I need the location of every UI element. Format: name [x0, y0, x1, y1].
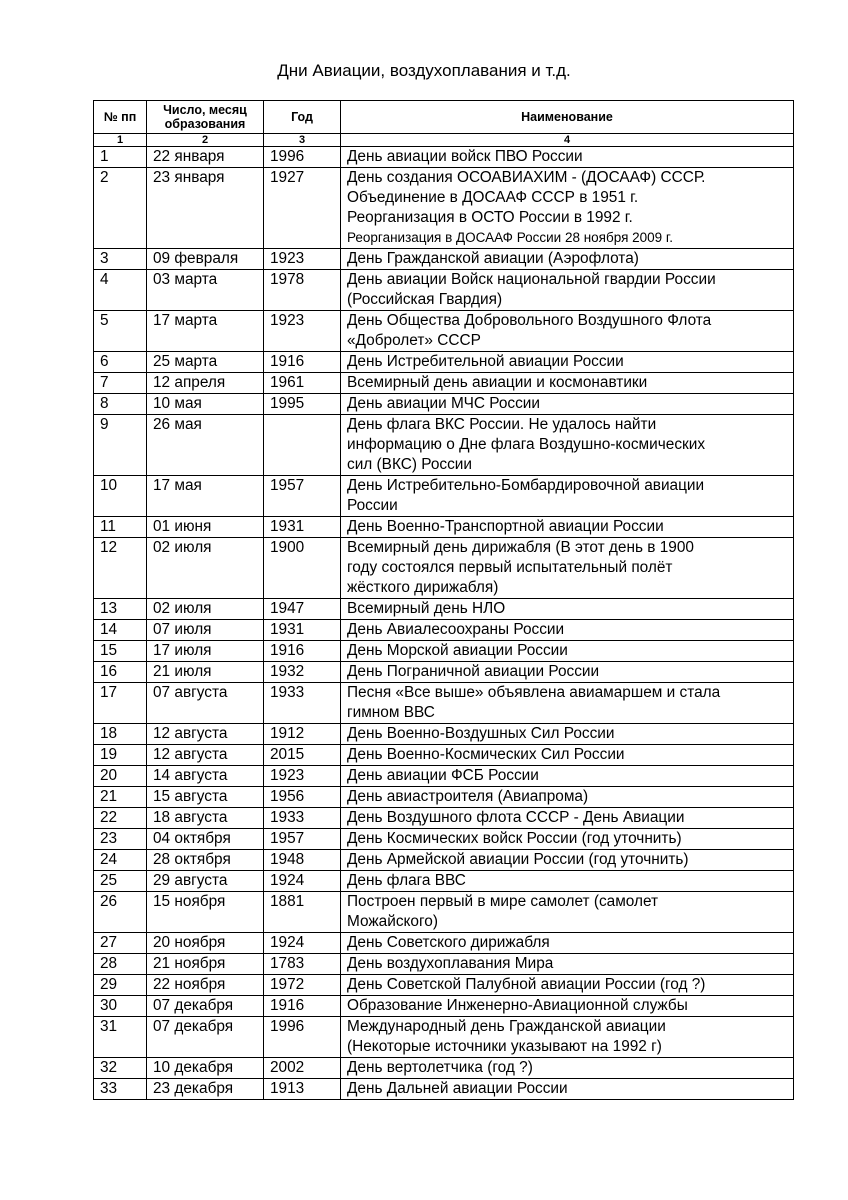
row-year: 1996 [264, 147, 341, 168]
row-name-line: Построен первый в мире самолет (самолет [347, 893, 659, 910]
row-number: 29 [94, 975, 147, 996]
row-name [341, 662, 794, 683]
row-name-line: (Российская Гвардия) [347, 291, 503, 308]
row-year: 1916 [264, 352, 341, 373]
row-number: 33 [94, 1079, 147, 1100]
row-name-line: День Военно-Воздушных Сил России [347, 725, 615, 742]
row-date: 07 декабря [147, 996, 264, 1017]
row-number: 2 [94, 168, 147, 249]
row-number: 20 [94, 766, 147, 787]
row-name-line: День флага ВВС [347, 872, 466, 889]
row-name [341, 871, 794, 892]
row-year: 1978 [264, 270, 341, 311]
row-date: 04 октября [147, 829, 264, 850]
row-name [341, 476, 794, 517]
row-number: 21 [94, 787, 147, 808]
row-date: 09 февраля [147, 249, 264, 270]
table-row [94, 745, 794, 766]
table-row [94, 996, 794, 1017]
row-name [341, 1058, 794, 1079]
row-number: 5 [94, 311, 147, 352]
row-name [341, 829, 794, 850]
column-number: 1 [94, 134, 147, 147]
row-date: 21 июля [147, 662, 264, 683]
row-year: 1783 [264, 954, 341, 975]
table-row [94, 538, 794, 599]
table-row [94, 373, 794, 394]
row-date: 01 июня [147, 517, 264, 538]
row-name-line: Всемирный день авиации и космонавтики [347, 374, 648, 391]
row-date: 22 января [147, 147, 264, 168]
row-number: 16 [94, 662, 147, 683]
row-name [341, 394, 794, 415]
table-row [94, 808, 794, 829]
table-row [94, 787, 794, 808]
row-number: 18 [94, 724, 147, 745]
row-name-line: День авиации войск ПВО России [347, 148, 583, 165]
row-name [341, 1017, 794, 1058]
row-name-line: День воздухоплавания Мира [347, 955, 554, 972]
row-name-line: День Армейской авиации России (год уточнить) [347, 851, 689, 868]
row-year: 2002 [264, 1058, 341, 1079]
table-row [94, 476, 794, 517]
row-date: 07 августа [147, 683, 264, 724]
row-year: 1931 [264, 517, 341, 538]
row-name-line: День Пограничной авиации России [347, 663, 600, 680]
row-year: 1923 [264, 249, 341, 270]
row-date: 22 ноября [147, 975, 264, 996]
page-title: Дни Авиации, воздухоплавания и т.д. [277, 61, 571, 80]
row-name [341, 933, 794, 954]
row-name [341, 620, 794, 641]
row-name [341, 517, 794, 538]
row-name [341, 270, 794, 311]
row-year: 1924 [264, 871, 341, 892]
row-name-line: День вертолетчика (год ?) [347, 1059, 533, 1076]
table-row [94, 415, 794, 476]
row-date: 17 марта [147, 311, 264, 352]
row-year: 2015 [264, 745, 341, 766]
row-name [341, 415, 794, 476]
table-row [94, 975, 794, 996]
row-number: 17 [94, 683, 147, 724]
row-date: 23 января [147, 168, 264, 249]
table-row [94, 683, 794, 724]
table-row [94, 850, 794, 871]
header-num: № пп [94, 101, 147, 134]
row-number: 15 [94, 641, 147, 662]
row-name-line: День Морской авиации России [347, 642, 568, 659]
row-number: 8 [94, 394, 147, 415]
aviation-days-table [93, 100, 794, 1100]
table-body [94, 147, 794, 1100]
row-name [341, 996, 794, 1017]
row-name-line: День Гражданской авиации (Аэрофлота) [347, 250, 639, 267]
row-name-line: День авиации ФСБ России [347, 767, 539, 784]
column-number: 4 [341, 134, 794, 147]
table-row [94, 147, 794, 168]
row-year: 1913 [264, 1079, 341, 1100]
row-name-line: День Космических войск России (год уточнить) [347, 830, 682, 847]
row-year: 1916 [264, 996, 341, 1017]
table-row [94, 892, 794, 933]
row-name [341, 599, 794, 620]
row-name-line: Реорганизация в ОСТО России в 1992 г. [347, 209, 633, 226]
row-name-line: День флага ВКС России. Не удалось найти [347, 416, 657, 433]
row-number: 26 [94, 892, 147, 933]
row-number: 9 [94, 415, 147, 476]
row-year: 1995 [264, 394, 341, 415]
table-row [94, 270, 794, 311]
row-number: 3 [94, 249, 147, 270]
table-row [94, 766, 794, 787]
row-number: 1 [94, 147, 147, 168]
row-year: 1927 [264, 168, 341, 249]
table-row [94, 249, 794, 270]
row-number: 23 [94, 829, 147, 850]
row-name [341, 954, 794, 975]
row-date: 10 мая [147, 394, 264, 415]
row-year: 1972 [264, 975, 341, 996]
row-year: 1932 [264, 662, 341, 683]
table-row [94, 641, 794, 662]
row-name [341, 538, 794, 599]
row-year: 1912 [264, 724, 341, 745]
row-date: 03 марта [147, 270, 264, 311]
row-name-line: Можайского) [347, 913, 438, 930]
table-row [94, 1058, 794, 1079]
row-name [341, 147, 794, 168]
row-name-line: День авиастроителя (Авиапрома) [347, 788, 589, 805]
row-date: 17 июля [147, 641, 264, 662]
row-year: 1956 [264, 787, 341, 808]
header-row [94, 101, 794, 134]
row-number: 14 [94, 620, 147, 641]
row-date: 26 мая [147, 415, 264, 476]
row-name-line: Песня «Все выше» объявлена авиамаршем и стала [347, 684, 721, 701]
table-row [94, 954, 794, 975]
row-date: 23 декабря [147, 1079, 264, 1100]
row-name [341, 766, 794, 787]
row-date: 29 августа [147, 871, 264, 892]
row-name-line: День Военно-Транспортной авиации России [347, 518, 664, 535]
row-number: 7 [94, 373, 147, 394]
row-date: 25 марта [147, 352, 264, 373]
row-number: 19 [94, 745, 147, 766]
row-name-line: Всемирный день дирижабля (В этот день в 1900 [347, 539, 694, 556]
table-row [94, 599, 794, 620]
table-row [94, 517, 794, 538]
row-name [341, 641, 794, 662]
row-name [341, 892, 794, 933]
row-name [341, 975, 794, 996]
row-date: 14 августа [147, 766, 264, 787]
row-name-line: День Советской Палубной авиации России (год ?) [347, 976, 706, 993]
header-name: Наименование [341, 101, 794, 134]
row-year: 1916 [264, 641, 341, 662]
row-year: 1947 [264, 599, 341, 620]
row-number: 32 [94, 1058, 147, 1079]
row-number: 4 [94, 270, 147, 311]
row-name [341, 168, 794, 249]
row-year: 1957 [264, 829, 341, 850]
row-name [341, 683, 794, 724]
row-name-line: гимном ВВС [347, 704, 435, 721]
row-date: 12 августа [147, 745, 264, 766]
row-number: 10 [94, 476, 147, 517]
row-date: 07 июля [147, 620, 264, 641]
row-year: 1881 [264, 892, 341, 933]
column-number-row [94, 134, 794, 147]
row-number: 22 [94, 808, 147, 829]
row-name-line: «Добролет» СССР [347, 332, 481, 349]
row-name-line: День Дальней авиации России [347, 1080, 568, 1097]
row-name-line: жёсткого дирижабля) [347, 579, 499, 596]
row-name-line: День создания ОСОАВИАХИМ - (ДОСААФ) СССР. [347, 169, 706, 186]
row-date: 21 ноября [147, 954, 264, 975]
row-name-line: (Некоторые источники указывают на 1992 г) [347, 1038, 662, 1055]
row-name-line: День Воздушного флота СССР - День Авиации [347, 809, 685, 826]
row-year: 1900 [264, 538, 341, 599]
row-name-line: Всемирный день НЛО [347, 600, 506, 617]
row-year: 1933 [264, 808, 341, 829]
row-name [341, 787, 794, 808]
table-row [94, 1079, 794, 1100]
row-year [264, 415, 341, 476]
row-date: 02 июля [147, 599, 264, 620]
row-name-line: День Истребительно-Бомбардировочной авиации [347, 477, 705, 494]
row-name-line: Образование Инженерно-Авиационной службы [347, 997, 688, 1014]
row-date: 12 августа [147, 724, 264, 745]
table-row [94, 352, 794, 373]
row-name [341, 1079, 794, 1100]
row-number: 6 [94, 352, 147, 373]
row-year: 1931 [264, 620, 341, 641]
row-name-line: информацию о Дне флага Воздушно-космических [347, 436, 706, 453]
row-name-line: Объединение в ДОСААФ СССР в 1951 г. [347, 189, 639, 206]
row-date: 17 мая [147, 476, 264, 517]
row-date: 20 ноября [147, 933, 264, 954]
table-row [94, 620, 794, 641]
table-row [94, 168, 794, 249]
row-date: 10 декабря [147, 1058, 264, 1079]
row-name [341, 249, 794, 270]
row-number: 28 [94, 954, 147, 975]
row-name [341, 352, 794, 373]
row-date: 07 декабря [147, 1017, 264, 1058]
row-year: 1923 [264, 766, 341, 787]
row-name [341, 724, 794, 745]
table-row [94, 1017, 794, 1058]
row-number: 30 [94, 996, 147, 1017]
row-number: 24 [94, 850, 147, 871]
row-year: 1957 [264, 476, 341, 517]
table-row [94, 724, 794, 745]
table-row [94, 662, 794, 683]
row-date: 18 августа [147, 808, 264, 829]
row-name-line: сил (ВКС) России [347, 456, 472, 473]
row-number: 27 [94, 933, 147, 954]
row-name-line: День авиации МЧС России [347, 395, 540, 412]
row-year: 1933 [264, 683, 341, 724]
row-name [341, 373, 794, 394]
row-name-line: году состоялся первый испытательный полёт [347, 559, 673, 576]
row-name [341, 745, 794, 766]
row-year: 1948 [264, 850, 341, 871]
row-date: 28 октября [147, 850, 264, 871]
table-row [94, 394, 794, 415]
row-year: 1923 [264, 311, 341, 352]
row-number: 25 [94, 871, 147, 892]
row-number: 12 [94, 538, 147, 599]
row-number: 31 [94, 1017, 147, 1058]
column-number: 2 [147, 134, 264, 147]
header-date: Число, месяц образования [147, 101, 264, 134]
table-row [94, 311, 794, 352]
row-number: 11 [94, 517, 147, 538]
row-name-line: День Военно-Космических Сил России [347, 746, 625, 763]
row-name [341, 311, 794, 352]
row-name-line: Международный день Гражданской авиации [347, 1018, 666, 1035]
row-date: 02 июля [147, 538, 264, 599]
table-row [94, 933, 794, 954]
row-name-line: День Общества Добровольного Воздушного Флота [347, 312, 712, 329]
row-name [341, 850, 794, 871]
row-name-line: День Авиалесоохраны России [347, 621, 565, 638]
row-name-line: День Истребительной авиации России [347, 353, 624, 370]
row-date: 12 апреля [147, 373, 264, 394]
row-year: 1961 [264, 373, 341, 394]
row-date: 15 августа [147, 787, 264, 808]
table-row [94, 829, 794, 850]
row-name-line: Реорганизация в ДОСААФ России 28 ноября 2009 г. [347, 230, 673, 245]
row-year: 1996 [264, 1017, 341, 1058]
table-row [94, 871, 794, 892]
row-year: 1924 [264, 933, 341, 954]
row-name-line: России [347, 497, 398, 514]
column-number: 3 [264, 134, 341, 147]
row-date: 15 ноября [147, 892, 264, 933]
row-number: 13 [94, 599, 147, 620]
row-name-line: День авиации Войск национальной гвардии России [347, 271, 716, 288]
row-name-line: День Советского дирижабля [347, 934, 550, 951]
row-name [341, 808, 794, 829]
header-year: Год [264, 101, 341, 134]
